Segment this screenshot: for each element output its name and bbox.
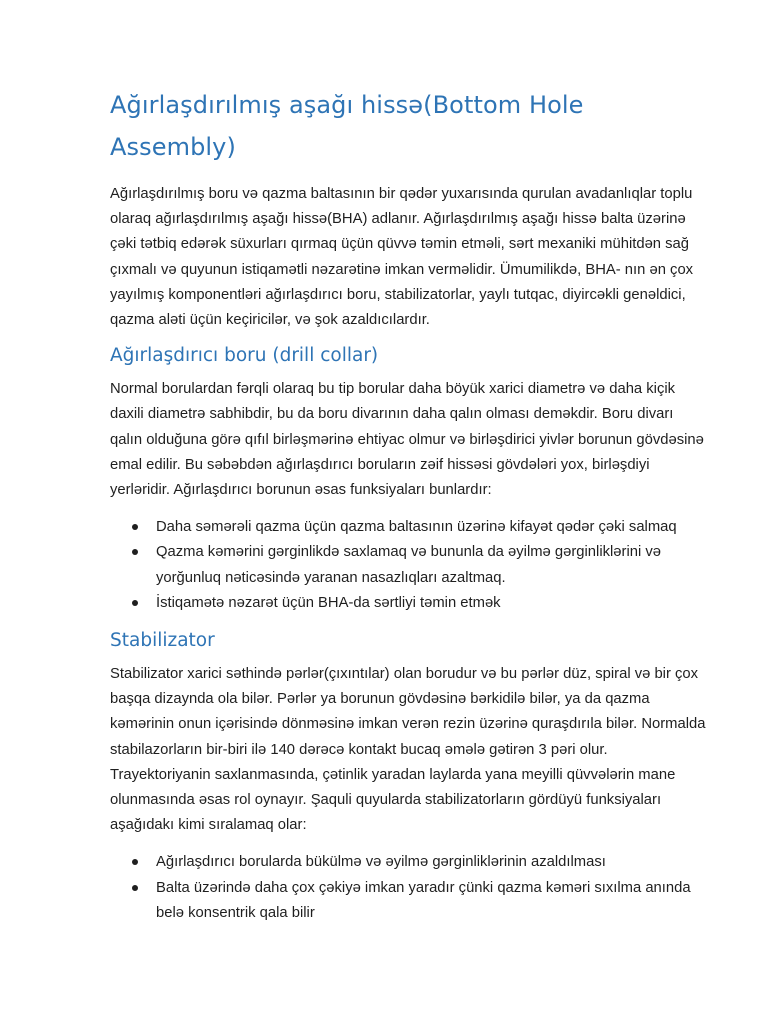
- list-item: [110, 876, 706, 926]
- bullet-icon: [132, 885, 138, 891]
- list-item: [110, 850, 706, 875]
- intro-paragraph: Ağırlaşdırılmış boru və qazma baltasının bir qədər yuxarısında qurulan avadanlıqlar toplu olaraq ağırlaşdırılmış aşağı hissə(BHA) adlanır. Ağırlaşdırılmış aşağı hissə balta üzərinə çəki tətbiq edərək süxurları qırmaq üçün qüvvə təmin etməli, sərt mexaniki mühitdən sağ çıxmalı və quyunun istiqamətli nəzarətinə imkan verməlidir. Ümumilikdə, BHA- nın ən çox yayılmış komponentləri ağırlaşdırıcı boru, stabilizatorlar, yaylı tutqac, diyircəkli genəldici, qazma aləti üçün keçiricilər, və şok azaldıcılardır.: [110, 186, 694, 329]
- section-heading-drill-collar: Ağırlaşdırıcı boru (drill collar): [110, 345, 379, 367]
- list-item-text: Balta üzərində daha çox çəkiyə imkan yaradır çünki qazma kəməri sıxılma anında belə konsentrik qala bilir: [156, 879, 691, 921]
- bullet-icon: [132, 524, 138, 530]
- bullet-icon: [132, 549, 138, 555]
- page-title: Ağırlaşdırılmış aşağı hissə(Bottom Hole Assembly): [110, 91, 584, 161]
- list-item-text: İstiqamətə nəzarət üçün BHA-da sərtliyi təmin etmək: [156, 594, 501, 611]
- list-item: [110, 515, 706, 540]
- list-item-text: Daha səmərəli qazma üçün qazma baltasının üzərinə kifayət qədər çəki salmaq: [156, 519, 677, 536]
- document-page: [110, 84, 706, 938]
- bullet-icon: [132, 859, 138, 865]
- section-paragraph-stabilizator: Stabilizator xarici səthində pərlər(çıxıntılar) olan borudur və bu pərlər düz, spiral və bir çox başqa dizaynda ola bilər. Pərlər ya borunun gövdəsinə bərkidilə bilər, ya da qazma kəmərinin onun içərisində dönməsinə imkan verən rezin üzərinə quraşdırıla bilər. Normalda stabilazorların bir-biri ilə 140 dərəcə kontakt bucaq əmələ gətirən 3 pəri olur. Trayektoriyanin saxlanmasında, çətinlik yaradan laylarda yana meyilli qüvvələrin mane olunmasında əsas rol oynayır. Şaquli quyularda stabilizatorların gördüyü funksiyaları aşağıdakı kimi sıralamaq olar:: [110, 666, 706, 834]
- section-heading-stabilizator: Stabilizator: [110, 630, 215, 652]
- bullet-list-drill-collar: [110, 515, 706, 616]
- bullet-icon: [132, 600, 138, 606]
- bullet-list-stabilizator: [110, 850, 706, 926]
- list-item: [110, 591, 706, 616]
- section-paragraph-drill-collar: Normal borulardan fərqli olaraq bu tip borular daha böyük xarici diametrə və daha kiçik daxili diametrə sabhibdir, bu da boru divarının daha qalın olması deməkdir. Boru divarı qalın olduğuna görə qıfıl birləşmərinə ehtiyac olmur və birləşdirici yivlər borunun gövdəsinə emal edilir. Bu səbəbdən ağırlaşdırıcı boruların zəif hissəsi gövdələri yox, birləşdiyi yerləridir. Ağırlaşdırıcı borunun əsas funksiyaları bunlardır:: [110, 381, 704, 499]
- list-item-text: Ağırlaşdırıcı borularda bükülmə və əyilmə gərginliklərinin azaldılması: [156, 854, 606, 871]
- list-item-text: Qazma kəmərini gərginlikdə saxlamaq və bununla da əyilmə gərginliklərini və yorğunluq nəticəsində yaranan nasazlıqları azaltmaq.: [156, 544, 661, 586]
- list-item: [110, 540, 706, 590]
